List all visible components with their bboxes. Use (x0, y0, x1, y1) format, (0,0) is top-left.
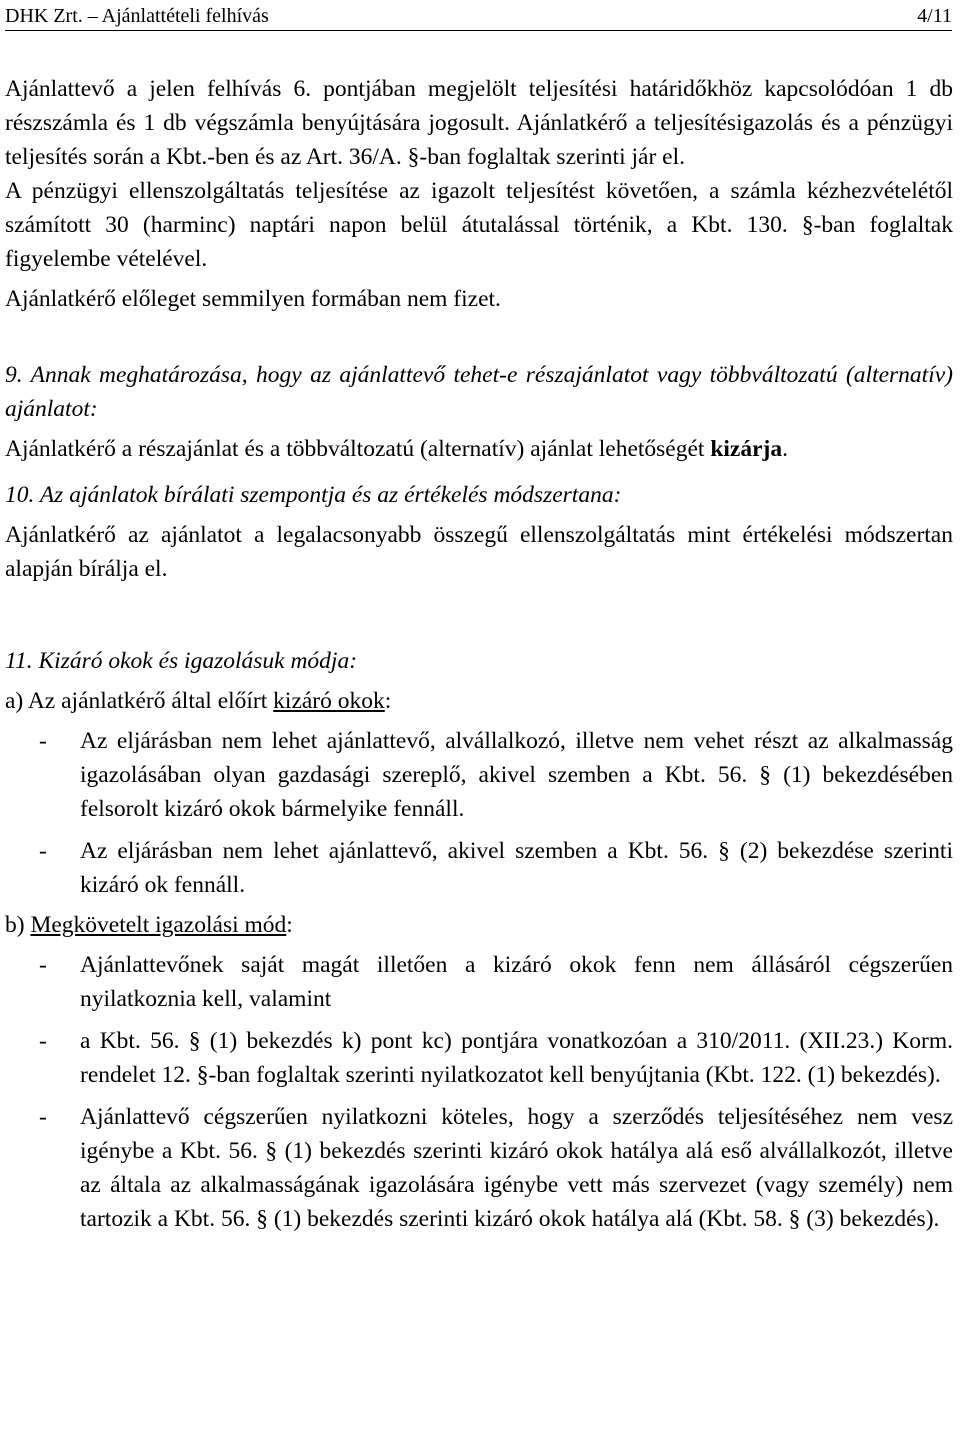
section-11-a-prefix: a) Az ajánlatkérő által előírt (5, 688, 274, 714)
section-9-heading: 9. Annak meghatározása, hogy az ajánlattevő tehet-e részajánlatot vagy többváltozatú (alternatív) ajánlatot: (5, 362, 953, 422)
page-number: 4/11 (917, 5, 952, 27)
section-11-b-underlined: Megkövetelt igazolási mód (30, 912, 287, 938)
list-item-text: a Kbt. 56. § (1) bekezdés k) pont kc) pontjára vonatkozóan a 310/2011. (XII.23.) Korm. rendelet 12. §-ban foglaltak szerinti nyilatkozatot kell benyújtania (Kbt. 122. (1) bekezdés). (80, 1028, 953, 1088)
bullet-dash: - (39, 1104, 47, 1130)
section-9-text (5, 432, 953, 466)
intro-paragraph-2: A pénzügyi ellenszolgáltatás teljesítése az igazolt teljesítést követően, a számla kézhezvételétől számított 30 (harminc) naptári napon belül átutalással történik, a Kbt. 130. §-ban foglaltak figyelembe vételével. (5, 178, 953, 272)
list-item-text: Az eljárásban nem lehet ajánlattevő, alvállalkozó, illetve nem vehet részt az alkalmasság igazolásában olyan gazdasági szereplő, akivel szemben a Kbt. 56. § (1) bekezdésében felsorolt kizáró okok bármelyike fennáll. (80, 728, 953, 822)
section-11-a-underlined: kizáró okok (273, 688, 385, 714)
intro-paragraph-1: Ajánlattevő a jelen felhívás 6. pontjában megjelölt teljesítési határidőkhöz kapcsolódóan 1 db részszámla és 1 db végszámla benyújtására jogosult. Ajánlatkérő a teljesítésigazolás és a pénzügyi teljesítés során a Kbt.-ben és az Art. 36/A. §-ban foglaltak szerinti jár el. (5, 76, 953, 170)
section-10-text: Ajánlatkérő az ajánlatot a legalacsonyabb összegű ellenszolgáltatás mint értékelési módszertan alapján bírálja el. (5, 522, 953, 582)
section-11-a-suffix: : (384, 688, 392, 714)
section-10-heading: 10. Az ajánlatok bírálati szempontja és az értékelés módszertana: (5, 482, 622, 508)
list-item-text: Ajánlattevő cégszerűen nyilatkozni köteles, hogy a szerződés teljesítéséhez nem vesz igénybe a Kbt. 56. § (1) bekezdés szerinti kizáró okok hatálya alá eső alvállalkozót, illetve az általa az alkalmasságának igazolására igénybe vett más szervezet (vagy személy) nem tartozik a Kbt. 56. § (1) bekezdés szerinti kizáró okok hatálya alá (Kbt. 58. § (3) bekezdés). (80, 1104, 953, 1232)
list-item (5, 834, 953, 902)
section-11-b-label (5, 908, 953, 942)
bullet-dash: - (39, 952, 47, 978)
list-item (5, 1024, 953, 1092)
list-item-text: Ajánlattevőnek saját magát illetően a kizáró okok fenn nem állásáról cégszerűen nyilatkoznia kell, valamint (80, 952, 953, 1012)
list-item (5, 948, 953, 1016)
bullet-dash: - (39, 838, 47, 864)
intro-paragraph-3: Ajánlatkérő előleget semmilyen formában nem fizet. (5, 286, 501, 312)
list-item (5, 724, 953, 826)
document-body (5, 72, 953, 1236)
section-9-text-bold: kizárja (710, 436, 783, 462)
section-11-heading: 11. Kizáró okok és igazolásuk módja: (5, 648, 358, 674)
section-11-a-label (5, 684, 953, 718)
list-item (5, 1100, 953, 1236)
section-11-b-suffix: : (286, 912, 293, 938)
page-header (5, 2, 952, 31)
section-11-a-list (5, 724, 953, 902)
bullet-dash: - (39, 1028, 47, 1054)
list-item-text: Az eljárásban nem lehet ajánlattevő, akivel szemben a Kbt. 56. § (2) bekezdése szerinti kizáró ok fennáll. (80, 838, 953, 898)
section-9-text-end: . (782, 436, 788, 462)
bullet-dash: - (39, 728, 47, 754)
section-9-text-main: Ajánlatkérő a részajánlat és a többváltozatú (alternatív) ajánlat lehetőségét (5, 436, 711, 462)
section-11-b-prefix: b) (5, 912, 31, 938)
header-title: DHK Zrt. – Ajánlattételi felhívás (5, 5, 269, 27)
section-11-b-list (5, 948, 953, 1236)
